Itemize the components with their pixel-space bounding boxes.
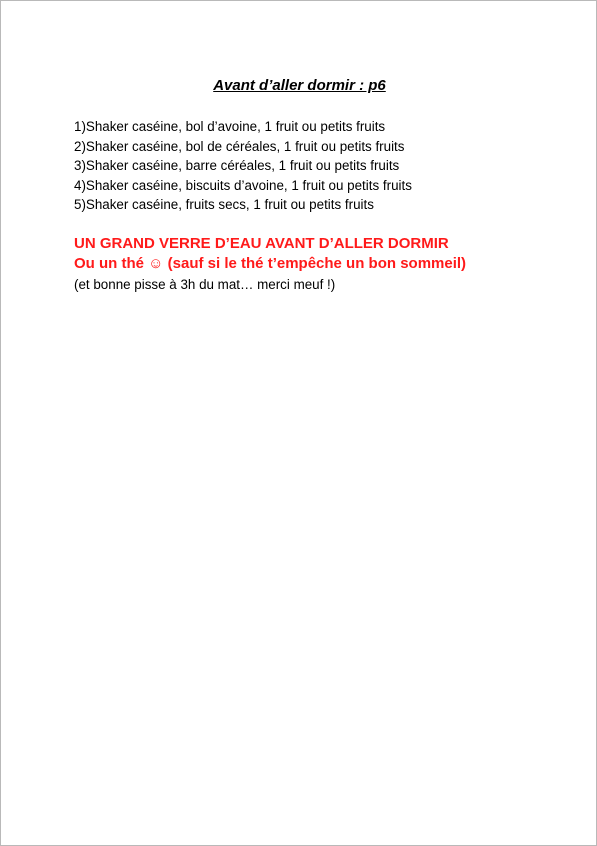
page-title: Avant d’aller dormir : p6: [213, 77, 386, 94]
tea-reminder-end: (sauf si le thé t’empêche un bon sommeil): [163, 255, 467, 272]
list-item: 1)Shaker caséine, bol d’avoine, 1 fruit ou petits fruits: [74, 119, 386, 134]
smiley-icon: ☺: [148, 255, 164, 272]
options-list: [74, 117, 412, 215]
reminder-block: [74, 234, 466, 294]
tea-reminder-start: Ou un thé: [74, 255, 149, 272]
water-reminder: UN GRAND VERRE D’EAU AVANT D’ALLER DORMIR: [74, 235, 449, 252]
joke-note: (et bonne pisse à 3h du mat… merci meuf !): [74, 277, 336, 292]
list-item: 2)Shaker caséine, bol de céréales, 1 fruit ou petits fruits: [74, 138, 405, 154]
list-item: 3)Shaker caséine, barre céréales, 1 fruit ou petits fruits: [74, 158, 400, 173]
list-item: 5)Shaker caséine, fruits secs, 1 fruit ou petits fruits: [74, 197, 374, 212]
tea-reminder: [74, 254, 466, 274]
list-item: 4)Shaker caséine, biscuits d’avoine, 1 fruit ou petits fruits: [74, 177, 412, 193]
